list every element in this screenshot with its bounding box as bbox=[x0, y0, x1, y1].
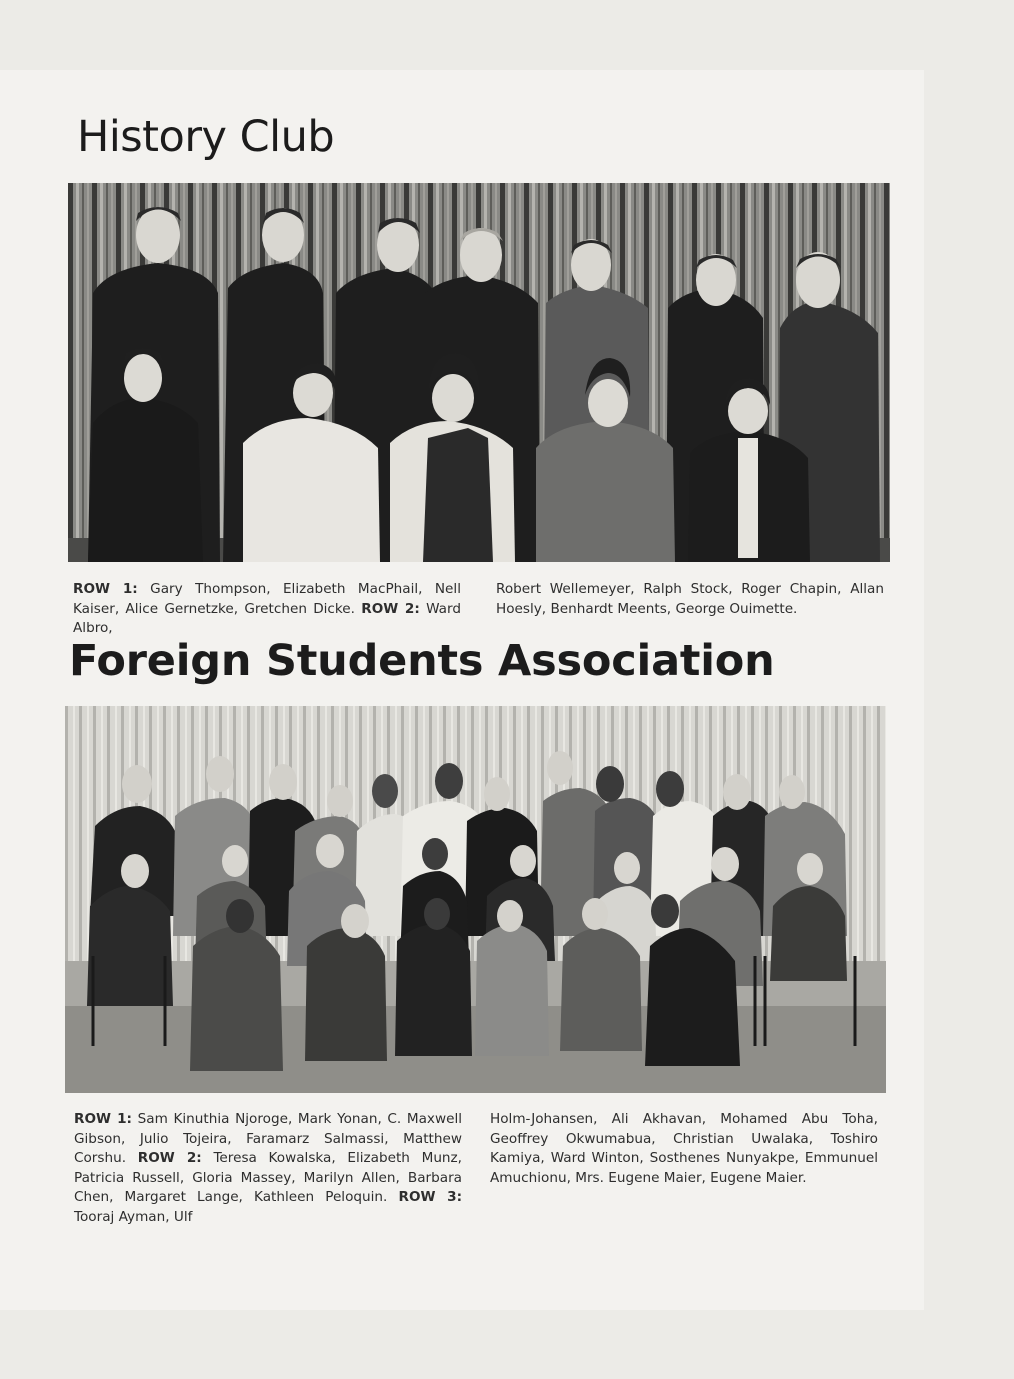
foreign-students-caption-right: Holm-Johansen, Ali Akhavan, Mohamed Abu Toha, Geoffrey Okwumabua, Christian Uwalaka, Toshiro Kamiya, Ward Winton, Sosthenes Nunyakpe, Emmunuel Amuchionu, Mrs. Eugene Maier, Eugene Maier. bbox=[490, 1111, 878, 1186]
row-names: Tooraj Ayman, Ulf bbox=[74, 1208, 193, 1225]
row-label: ROW 3: bbox=[398, 1189, 462, 1205]
row-label: ROW 2: bbox=[137, 1150, 202, 1166]
row-names: Ward Albro, bbox=[73, 600, 461, 636]
history-club-title: History Club bbox=[77, 112, 335, 162]
row-names: Teresa Kowalska, Elizabeth Munz, Patricia Russell, Gloria Massey, Marilyn Allen, Barbara Chen, Margaret Lange, Kathleen Peloquin. bbox=[74, 1150, 463, 1205]
foreign-students-photo bbox=[65, 706, 886, 1093]
row-label: ROW 2: bbox=[361, 600, 420, 617]
foreign-students-title: Foreign Students Association bbox=[69, 636, 775, 686]
history-club-caption-right: Robert Wellemeyer, Ralph Stock, Roger Chapin, Allan Hoesly, Benhardt Meents, George Ouimette. bbox=[496, 581, 884, 617]
row-label: ROW 1: bbox=[73, 581, 138, 597]
foreign-students-caption-left bbox=[74, 1110, 462, 1227]
row-label: ROW 1: bbox=[74, 1111, 132, 1127]
history-club-caption-left bbox=[73, 580, 461, 639]
foreign-students-photo-illustration bbox=[65, 706, 886, 1093]
row-names: Gary Thompson, Elizabeth MacPhail, Nell Kaiser, Alice Gernetzke, Gretchen Dicke. bbox=[73, 581, 461, 617]
history-club-photo bbox=[68, 183, 890, 562]
row-names: Sam Kinuthia Njoroge, Mark Yonan, C. Maxwell Gibson, Julio Tojeira, Faramarz Salmassi, Matthew Corshu. bbox=[74, 1111, 462, 1166]
history-club-photo-illustration bbox=[68, 183, 890, 562]
